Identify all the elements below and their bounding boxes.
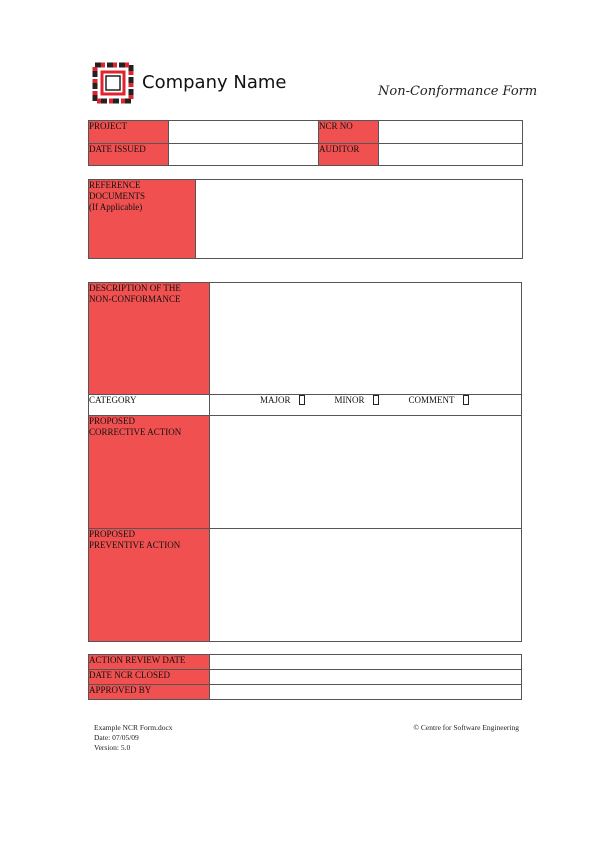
date-issued-field[interactable] xyxy=(169,144,319,166)
approved-by-field[interactable] xyxy=(210,685,522,700)
form-title: Non-Conformance Form xyxy=(378,84,538,99)
category-minor-label: MINOR xyxy=(334,395,365,405)
date-issued-label: DATE ISSUED xyxy=(89,144,169,166)
preventive-action-label xyxy=(89,529,210,642)
corrective-action-label xyxy=(89,416,210,529)
description-label-line1: DESCRIPTION OF THE xyxy=(89,283,181,293)
category-major[interactable] xyxy=(260,395,305,405)
date-ncr-closed-label: DATE NCR CLOSED xyxy=(89,670,210,685)
auditor-field[interactable] xyxy=(379,144,523,166)
category-options xyxy=(210,395,522,416)
corrective-action-field[interactable] xyxy=(210,416,522,529)
reference-documents-field[interactable] xyxy=(196,180,523,259)
review-table xyxy=(88,654,522,700)
document-footer xyxy=(94,723,173,753)
reference-label-line2: DOCUMENTS xyxy=(89,191,146,201)
preventive-label-line1: PROPOSED xyxy=(89,529,136,539)
comment-checkbox[interactable] xyxy=(463,395,469,405)
project-label: PROJECT xyxy=(89,121,169,144)
ncr-no-field[interactable] xyxy=(379,121,523,144)
category-comment[interactable] xyxy=(409,395,469,405)
description-label xyxy=(89,283,210,395)
footer-version: Version: 5.0 xyxy=(94,743,131,752)
major-checkbox[interactable] xyxy=(299,395,305,405)
category-label: CATEGORY xyxy=(89,395,210,416)
description-field[interactable] xyxy=(210,283,522,395)
footer-filename: Example NCR Form.docx xyxy=(94,723,173,732)
corrective-label-line2: CORRECTIVE ACTION xyxy=(89,427,182,437)
corrective-label-line1: PROPOSED xyxy=(89,416,136,426)
company-name: Company Name xyxy=(142,72,287,93)
date-ncr-closed-field[interactable] xyxy=(210,670,522,685)
approved-by-label: APPROVED BY xyxy=(89,685,210,700)
project-info-table xyxy=(88,120,523,166)
preventive-label-line2: PREVENTIVE ACTION xyxy=(89,540,181,550)
footer-copyright: © Centre for Software Engineering xyxy=(413,723,519,732)
reference-label-line3: (If Applicable) xyxy=(89,202,143,212)
company-logo-icon xyxy=(92,62,134,104)
category-minor[interactable] xyxy=(335,395,379,405)
minor-checkbox[interactable] xyxy=(373,395,379,405)
description-label-line2: NON-CONFORMANCE xyxy=(89,294,181,304)
reference-table xyxy=(88,179,523,259)
action-review-date-label: ACTION REVIEW DATE xyxy=(89,655,210,670)
project-field[interactable] xyxy=(169,121,319,144)
preventive-action-field[interactable] xyxy=(210,529,522,642)
reference-documents-label xyxy=(89,180,196,259)
auditor-label: AUDITOR xyxy=(319,144,379,166)
footer-date: Date: 07/05/09 xyxy=(94,733,139,742)
details-table xyxy=(88,282,522,642)
action-review-date-field[interactable] xyxy=(210,655,522,670)
ncr-no-label: NCR NO xyxy=(319,121,379,144)
reference-label-line1: REFERENCE xyxy=(89,180,141,190)
category-comment-label: COMMENT xyxy=(408,395,455,405)
category-major-label: MAJOR xyxy=(260,395,291,405)
